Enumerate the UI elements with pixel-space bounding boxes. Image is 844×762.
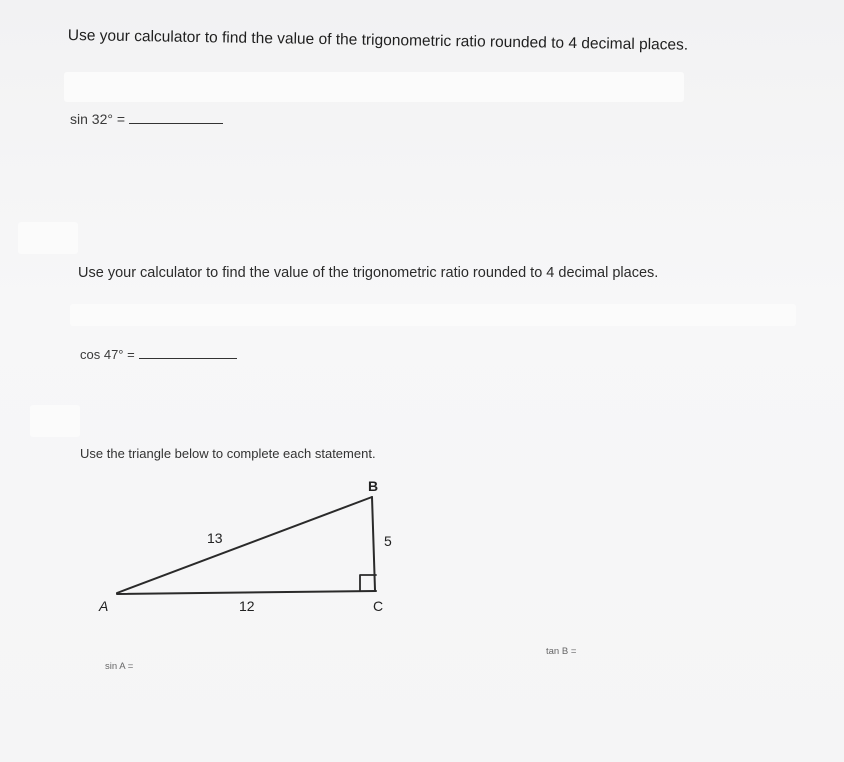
sin-a-prompt: sin A = — [105, 661, 134, 672]
question-1-expression: sin 32° = — [70, 111, 126, 127]
question-3-instruction: Use the triangle below to complete each statement. — [80, 446, 376, 461]
vertex-c-label: C — [373, 598, 384, 614]
side-ab-length: 13 — [207, 530, 223, 546]
triangle-side-ab — [117, 497, 372, 593]
question-1-instruction: Use your calculator to find the value of the trigonometric ratio rounded to 4 decimal places. — [67, 27, 689, 54]
side-bc-length: 5 — [384, 533, 392, 549]
question-2-instruction: Use your calculator to find the value of the trigonometric ratio rounded to 4 decimal places. — [78, 265, 659, 281]
vertex-b-label: B — [368, 478, 379, 494]
vertex-a-label: A — [99, 598, 109, 614]
question-2-expression: cos 47° = — [80, 347, 135, 362]
triangle-side-ac — [117, 591, 376, 594]
tan-b-prompt: tan B = — [546, 646, 577, 657]
side-ac-length: 12 — [239, 598, 255, 614]
triangle-side-bc — [372, 497, 375, 590]
